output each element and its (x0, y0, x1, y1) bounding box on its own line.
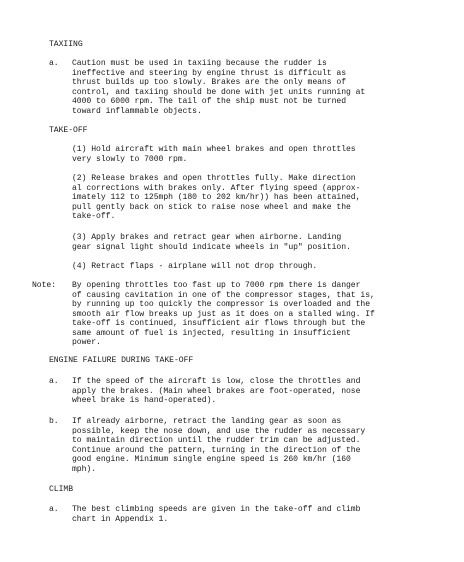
climb-item-a-text: The best climbing speeds are given in the take-off and climb chart in Appendix 1. (72, 505, 361, 524)
taxiing-heading: TAXIING (49, 40, 83, 49)
takeoff-step-1: (1) Hold aircraft with main wheel brakes and open throttles very slowly to 7000 rpm. (72, 145, 356, 164)
note-label: Note: (32, 281, 57, 290)
engine-failure-item-b-marker: b. (49, 417, 59, 426)
engine-failure-item-a-marker: a. (49, 377, 59, 386)
taxiing-item-a-text: Caution must be used in taxiing because the rudder is ineffective and steering by engine thrust is difficult as thrust builds up too slowly. Brakes are the only means of control, and taxiing should be done with jet units running at 4000 to 6000 rpm. The tail of the ship must not be turned toward inflammable objects. (72, 59, 366, 116)
engine-failure-item-a-text: If the speed of the aircraft is low, close the throttles and apply the brakes. (Main wheel brakes are foot-operated, nose wheel brake is hand-operated). (72, 377, 361, 405)
engine-failure-item-b-text: If already airborne, retract the landing gear as soon as possible, keep the nose down, and use the rudder as necessary to maintain direction until the rudder trim can be adjusted. Continue around the pattern, turning in the direction of the good engine. Minimum single engine speed is 260 km/hr (160 mph). (72, 417, 366, 474)
takeoff-step-3: (3) Apply brakes and retract gear when airborne. Landing gear signal light should indicate wheels in "up" position. (72, 233, 351, 252)
climb-heading: CLIMB (49, 485, 74, 494)
engine-failure-heading: ENGINE FAILURE DURING TAKE-OFF (49, 356, 194, 365)
taxiing-item-a-marker: a. (49, 59, 59, 68)
takeoff-heading: TAKE-OFF (49, 126, 88, 135)
note-text: By opening throttles too fast up to 7000 rpm there is danger of causing cavitation in one of the compressor stages, that is, by running up too quickly the compressor is overloaded and the smooth air flow breaks up just as it does on a stalled wing. If take-off is continued, insufficient air flows through but the same amount of fuel is injected, resulting in insufficient power. (72, 281, 375, 347)
climb-item-a-marker: a. (49, 505, 59, 514)
takeoff-step-2: (2) Release brakes and open throttles fully. Make direction al corrections with brakes only. After flying speed (approx- imately 112 to 125mph (180 to 202 km/hr)) has been attained, pull gently back on stick to raise nose wheel and make the take-off. (72, 174, 361, 221)
takeoff-step-4: (4) Retract flaps - airplane will not drop through. (72, 262, 318, 271)
